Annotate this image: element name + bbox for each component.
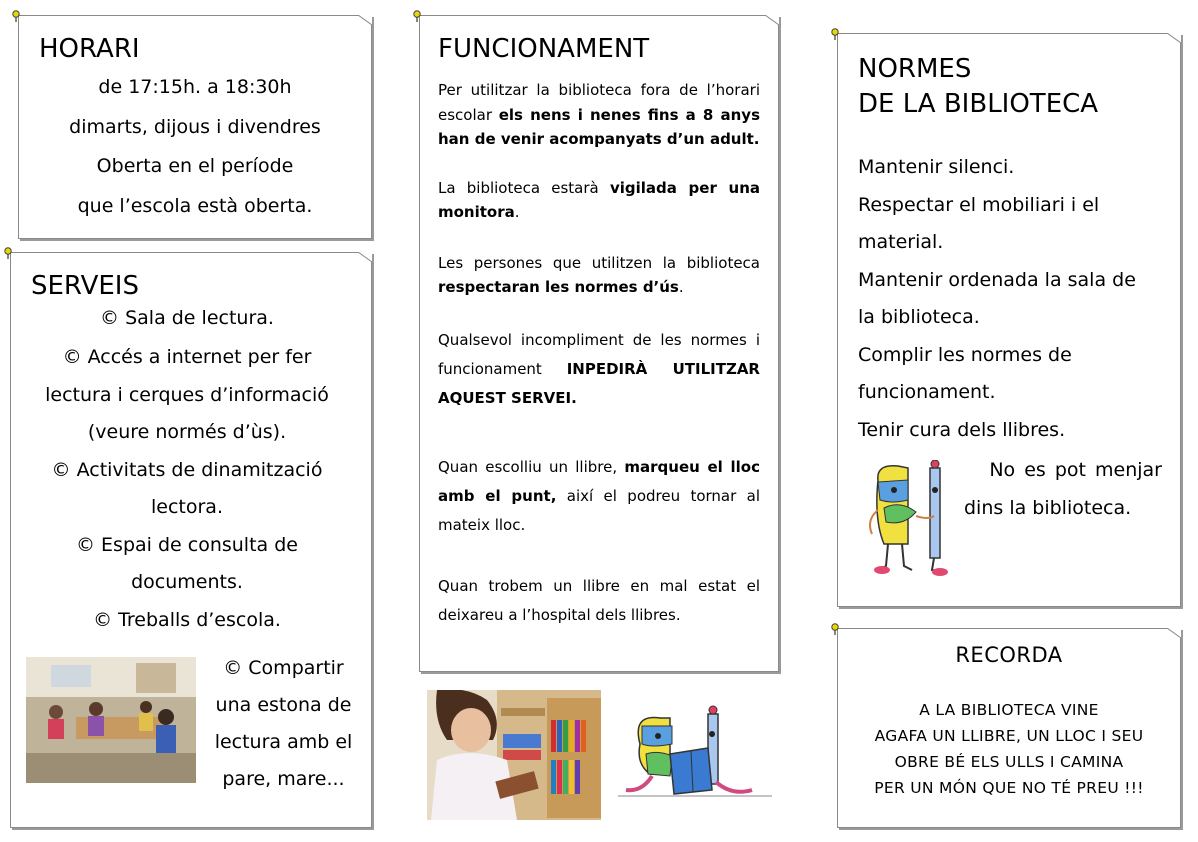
serveis-last-lines [201, 650, 366, 798]
pin-icon [3, 247, 13, 259]
horari-card [18, 15, 372, 239]
classroom-photo [26, 657, 196, 783]
text: així el podreu tornar al mateix lloc. [438, 486, 760, 534]
normes-line: Tenir cura dels llibres. [858, 418, 1066, 441]
serveis-line: lectora. [151, 496, 223, 518]
page-fold-icon [1167, 628, 1181, 638]
text: . [514, 203, 520, 221]
serveis-line: (veure normés d’ùs). [87, 421, 287, 443]
recorda-line: AGAFA UN LLIBRE, UN LLOC I SEU [874, 727, 1144, 745]
text: Qualsevol incompliment de les normes i funcionament [438, 330, 760, 378]
bold-text: INPEDIRÀ UTILITZAR AQUEST SERVEI. [438, 359, 760, 407]
normes-line: Respectar el mobiliari i el [858, 193, 1100, 216]
page-fold-icon [358, 15, 372, 25]
serveis-lines [11, 301, 363, 639]
normes-last [964, 452, 1162, 527]
funcionament-paragraph [438, 453, 760, 540]
pin-icon [830, 28, 840, 40]
recorda-line: OBRE BÉ ELS ULLS I CAMINA [894, 753, 1124, 771]
funcionament-paragraph [438, 78, 760, 152]
horari-title: HORARI [39, 34, 140, 64]
normes-line: Mantenir silenci. [858, 156, 1015, 178]
recorda-card [837, 628, 1181, 828]
funcionament-body [438, 78, 760, 630]
pin-icon [11, 10, 21, 22]
serveis-title: SERVEIS [31, 271, 139, 301]
horari-line: Oberta en el període [96, 155, 294, 177]
pin-icon [830, 623, 840, 635]
bold-text: marqueu el lloc amb el punt, [438, 457, 760, 505]
bold-text: respectaran les normes d’ús [438, 278, 679, 296]
funcionament-paragraph [438, 176, 760, 225]
normes-line: No es pot menjar [989, 459, 1162, 481]
funcionament-paragraph [438, 326, 760, 413]
funcionament-title: FUNCIONAMENT [438, 34, 650, 64]
recorda-lines [838, 697, 1180, 801]
serveis-card [10, 252, 372, 828]
normes-line: la biblioteca. [858, 306, 980, 328]
horari-line: que l’escola està oberta. [77, 194, 313, 217]
text: Les persones que utilitzen la biblioteca [438, 253, 760, 272]
text: . [678, 278, 684, 296]
funcionament-paragraph: Quan trobem un llibre en mal estat el deixareu a l’hospital dels llibres. [438, 576, 760, 624]
normes-title-line: DE LA BIBLIOTECA [858, 89, 1099, 119]
serveis-line: © Accés a internet per fer [62, 346, 312, 368]
serveis-line: © Sala de lectura. [100, 307, 274, 329]
horari-line: dimarts, dijous i divendres [69, 115, 321, 138]
pin-icon [412, 10, 422, 22]
horari-lines [19, 68, 371, 226]
reading-child-photo [427, 690, 601, 820]
normes-list [858, 149, 1162, 449]
bibi-mascot-icon [864, 460, 958, 576]
bold-text: vigilada per una monitora [438, 178, 761, 221]
bold-text: els nens i nenes fins a 8 anys han de venir acompanyats d’un adult. [438, 105, 761, 148]
page-fold-icon [1167, 33, 1181, 43]
normes-card [837, 33, 1181, 607]
serveis-line: © Activitats de dinamització [51, 458, 323, 481]
serveis-line: lectura i cerques d’informació [45, 383, 329, 406]
serveis-line: lectura amb el [214, 731, 353, 753]
normes-line: funcionament. [858, 381, 996, 403]
page-fold-icon [765, 15, 779, 25]
serveis-line: © Compartir [223, 657, 344, 679]
serveis-line: © Treballs d’escola. [93, 608, 281, 631]
text: Quan escolliu un llibre, [438, 457, 625, 476]
normes-title-line: NORMES [858, 54, 972, 84]
bibi-mascot-reading-icon [612, 704, 777, 812]
normes-line: Mantenir ordenada la sala de [858, 268, 1136, 291]
funcionament-card [419, 15, 779, 672]
funcionament-paragraph [438, 251, 760, 300]
recorda-line: A LA BIBLIOTECA VINE [919, 701, 1099, 719]
recorda-line: PER UN MÓN QUE NO TÉ PREU !!! [874, 779, 1144, 797]
text: La biblioteca estarà [438, 178, 610, 197]
normes-line: Complir les normes de [858, 343, 1072, 366]
text: Per utilitzar la biblioteca fora de l’horari escolar [438, 81, 760, 124]
normes-title [858, 52, 1098, 122]
serveis-line: © Espai de consulta de [76, 533, 298, 556]
serveis-line: documents. [131, 571, 243, 593]
normes-line: dins la biblioteca. [964, 496, 1132, 519]
normes-line: material. [858, 231, 944, 253]
serveis-line: pare, mare... [222, 768, 345, 790]
recorda-title: RECORDA [955, 643, 1063, 667]
serveis-line: una estona de [215, 694, 352, 716]
horari-line: de 17:15h. a 18:30h [98, 76, 292, 98]
page-fold-icon [358, 252, 372, 262]
